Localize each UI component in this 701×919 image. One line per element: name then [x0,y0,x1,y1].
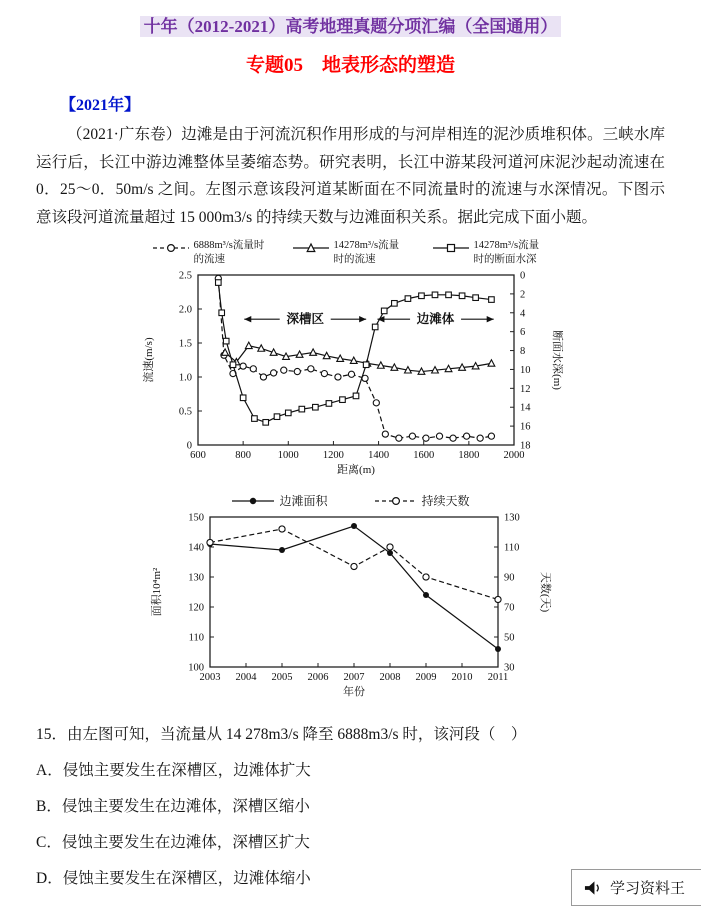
svg-text:2.5: 2.5 [178,270,192,282]
legend-label: 14278m³/s流量时的流速 [333,240,400,265]
svg-text:2010: 2010 [451,671,472,683]
svg-text:50: 50 [503,632,514,644]
svg-text:0: 0 [186,440,192,452]
legend-item-depth-14278 [432,239,550,266]
dashed-circle-marker-icon [152,241,190,255]
legend-label: 持续天数 [421,493,470,508]
svg-text:2003: 2003 [199,671,220,683]
document-header [0,0,701,37]
legend-item-velocity-6888 [152,239,270,266]
svg-text:600: 600 [189,449,206,461]
area-days-chart [126,509,576,701]
svg-text:1800: 1800 [457,449,479,461]
svg-text:2: 2 [519,288,525,300]
svg-text:2008: 2008 [379,671,400,683]
svg-text:年份: 年份 [342,685,365,698]
svg-text:90: 90 [503,572,514,584]
svg-text:1000: 1000 [277,449,299,461]
svg-text:14: 14 [519,402,530,414]
svg-text:天数(天): 天数(天) [538,571,551,612]
svg-text:2005: 2005 [271,671,292,683]
legend-item-velocity-14278 [292,239,410,266]
svg-text:4: 4 [519,307,525,319]
svg-text:2000: 2000 [503,449,524,461]
legend-item-duration-days [374,492,470,509]
velocity-depth-chart [126,267,576,479]
svg-text:2007: 2007 [343,671,364,683]
chart1-legend [0,239,701,266]
option-d: D．侵蚀主要发生在深槽区，边滩体缩小 [36,869,311,887]
svg-text:2009: 2009 [415,671,436,683]
question-15: 15．由左图可知，当流量从 14 278m3/s 降至 6888m3/s 时，该河段（ ） [36,725,527,743]
svg-text:6: 6 [519,326,525,338]
svg-text:150: 150 [187,512,204,524]
svg-text:30: 30 [503,662,514,674]
watermark-box [571,869,701,906]
svg-text:12: 12 [519,383,530,395]
svg-text:8: 8 [519,345,525,357]
svg-text:2.0: 2.0 [178,304,192,316]
watermark-text: 学习资料王 [609,881,685,897]
legend-label: 14278m³/s流量时的断面水深 [473,240,540,265]
svg-text:70: 70 [503,602,514,614]
dashed-open-circle-marker-icon [374,495,418,507]
chart2-legend [0,492,701,509]
svg-text:1.5: 1.5 [178,338,192,350]
solid-dot-marker-icon [231,495,275,507]
svg-text:0.5: 0.5 [178,406,192,418]
svg-text:2004: 2004 [235,671,256,683]
svg-text:1600: 1600 [412,449,434,461]
svg-text:130: 130 [503,512,520,524]
option-a: A．侵蚀主要发生在深槽区，边滩体扩大 [36,761,311,779]
legend-label: 边滩面积 [279,493,328,508]
area-days-chart-block [0,492,701,706]
svg-text:120: 120 [187,602,204,614]
solid-square-marker-icon [432,241,470,255]
svg-text:深槽区: 深槽区 [285,311,324,326]
svg-text:110: 110 [503,542,519,554]
legend-item-bar-area [231,492,327,509]
svg-text:18: 18 [519,440,530,452]
velocity-depth-chart-block [0,239,701,483]
svg-text:130: 130 [187,572,204,584]
svg-text:断面水深(m): 断面水深(m) [550,329,563,390]
document-header-text: 十年（2012-2021）高考地理真题分项汇编（全国通用） [140,16,562,37]
option-c: C．侵蚀主要发生在边滩体，深槽区扩大 [36,833,310,851]
svg-text:10: 10 [519,364,530,376]
solid-triangle-marker-icon [292,241,330,255]
page-title: 专题05 地表形态的塑造 [245,55,455,76]
option-b: B．侵蚀主要发生在边滩体，深槽区缩小 [36,797,310,815]
svg-text:2011: 2011 [487,671,508,683]
legend-label: 6888m³/s流量时的流速 [193,240,265,265]
svg-text:1.0: 1.0 [178,372,192,384]
svg-text:流速(m/s): 流速(m/s) [142,336,155,383]
intro-paragraph: （2021·广东卷）边滩是由于河流沉积作用形成的与河岸相连的泥沙质堆积体。三峡水库运行后，长江中游边滩整体呈萎缩态势。研究表明，长江中游某段河道河床泥沙起动流速在 0．25～0．50m/s 之间。左图示意该段河道某断面在不同流量时的流速与水深情况。下图示意该段河道流量超过 15 000m3/s 的持续天数与边滩面积关系。据此完成下面小题。 [36,126,665,226]
year-label: 【2021年】 [60,97,141,114]
svg-text:边滩体: 边滩体 [416,311,454,326]
svg-text:面积10⁴m²: 面积10⁴m² [150,567,163,616]
svg-text:2006: 2006 [307,671,328,683]
svg-text:1200: 1200 [322,449,344,461]
megaphone-icon [584,880,603,896]
svg-text:100: 100 [187,662,204,674]
svg-text:110: 110 [188,632,204,644]
svg-text:距离(m): 距离(m) [336,463,375,476]
svg-text:0: 0 [519,270,525,282]
svg-text:16: 16 [519,421,530,433]
svg-text:1400: 1400 [367,449,389,461]
svg-text:800: 800 [234,449,251,461]
svg-text:140: 140 [187,542,204,554]
